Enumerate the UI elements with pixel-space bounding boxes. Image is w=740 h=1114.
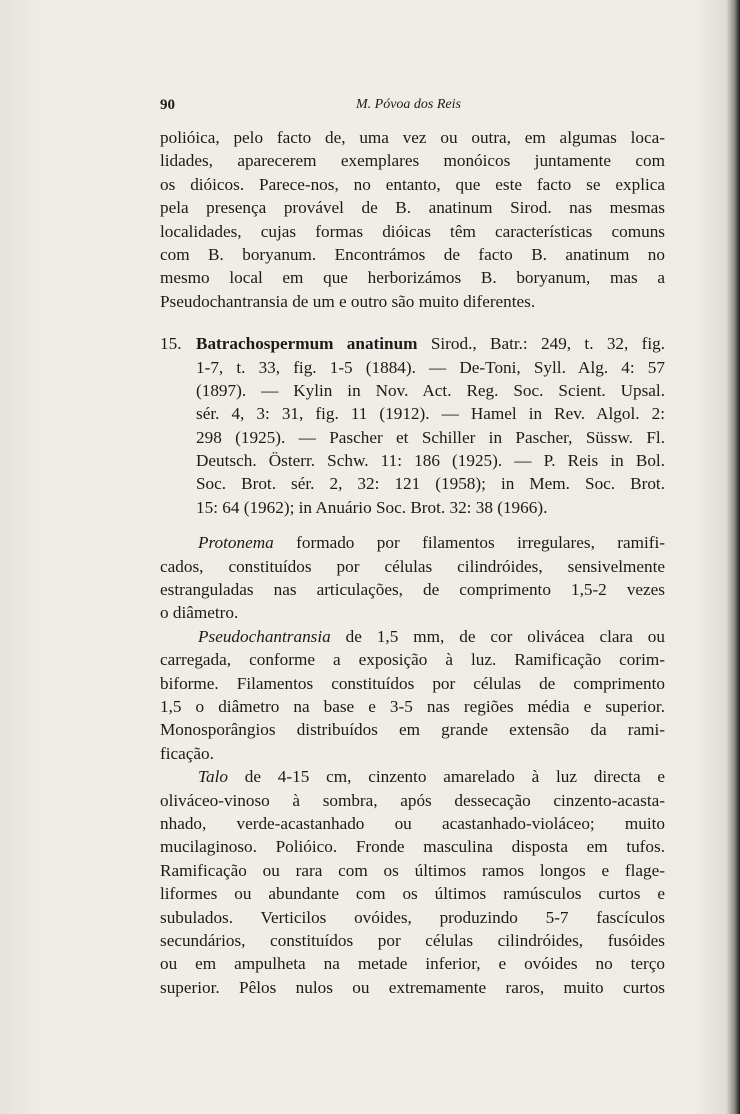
entry-number: 15. bbox=[160, 334, 182, 354]
text-line: 1-7, t. 33, fig. 1-5 (1884). — De-Toni, Syll. Alg. 4: 57 bbox=[196, 357, 665, 377]
text-line: (1897). — Kylin in Nov. Act. Reg. Soc. Scient. Upsal. bbox=[196, 380, 665, 400]
text-line: Pseudochantransia de um e outro são muito diferentes. bbox=[160, 291, 536, 311]
text-line: biforme. Filamentos constituídos por células de comprimento bbox=[160, 673, 665, 693]
text-line: Talo de 4-15 cm, cinzento amarelado à luz directa e bbox=[198, 767, 665, 787]
text-line: cados, constituídos por células cilindróides, sensivelmente bbox=[160, 556, 665, 576]
term-talo: Talo bbox=[198, 767, 228, 787]
text-line: mesmo local em que herborizámos B. boryanum, mas a bbox=[160, 268, 665, 288]
text-line: liformes ou abundante com os últimos ramúsculos curtos e bbox=[160, 884, 665, 904]
running-head bbox=[160, 97, 665, 119]
text-line: ou em ampulheta na metade inferior, e ovóides no terço bbox=[160, 954, 665, 974]
text-line: estranguladas nas articulações, de comprimento 1,5-2 vezes bbox=[160, 580, 665, 600]
species-name: Batrachospermum anatinum bbox=[196, 334, 418, 354]
text-line: 15: 64 (1962); in Anuário Soc. Brot. 32: 38 (1966). bbox=[196, 497, 548, 517]
text-line: secundários, constituídos por células cilindróides, fusóides bbox=[160, 930, 665, 950]
text-line: Pseudochantransia de 1,5 mm, de cor olivácea clara ou bbox=[198, 626, 665, 646]
text-line: Soc. Brot. sér. 2, 32: 121 (1958); in Mem. Soc. Brot. bbox=[196, 474, 665, 494]
text-line: os dióicos. Parece-nos, no entanto, que este facto se explica bbox=[160, 174, 665, 194]
paragraph-protonema bbox=[160, 531, 665, 625]
text-line: Monosporângios distribuídos em grande extensão da rami- bbox=[160, 720, 665, 740]
term-protonema: Protonema bbox=[198, 533, 274, 553]
text-line: Ramificação ou rara com os últimos ramos longos e flage- bbox=[160, 860, 665, 880]
running-title: M. Póvoa dos Reis bbox=[356, 97, 461, 112]
text-line: Protonema formado por filamentos irregulares, ramifi- bbox=[198, 533, 665, 553]
text-line: localidades, cujas formas dióicas têm características comuns bbox=[160, 221, 665, 241]
paragraph-intro bbox=[160, 126, 665, 313]
text-line: carregada, conforme a exposição à luz. Ramificação corim- bbox=[160, 650, 665, 670]
text-line: pela presença provável de B. anatinum Sirod. nas mesmas bbox=[160, 198, 665, 218]
spine-shadow bbox=[726, 0, 740, 1114]
text-line: subulados. Verticilos ovóides, produzindo 5-7 fascículos bbox=[160, 907, 665, 927]
text-line: oliváceo-vinoso à sombra, após dessecação cinzento-acasta- bbox=[160, 790, 665, 810]
text-line: superior. Pêlos nulos ou extremamente raros, muito curtos bbox=[160, 977, 665, 997]
text-line: o diâmetro. bbox=[160, 603, 239, 623]
page-number: 90 bbox=[160, 97, 175, 113]
text-line: com B. boryanum. Encontrámos de facto B. anatinum no bbox=[160, 244, 665, 264]
text-line: lidades, aparecerem exemplares monóicos juntamente com bbox=[160, 151, 665, 171]
entry-citation: Sirod., Batr.: 249, t. 32, fig. bbox=[430, 334, 666, 354]
text-line: Deutsch. Österr. Schw. 11: 186 (1925). — P. Reis in Bol. bbox=[196, 451, 665, 471]
term-pseudochantransia: Pseudochantransia bbox=[198, 626, 331, 646]
text-line: ficação. bbox=[160, 743, 214, 763]
text-line: nhado, verde-acastanhado ou acastanhado-violáceo; muito bbox=[160, 813, 665, 833]
text-line: 298 (1925). — Pascher et Schiller in Pascher, Süssw. Fl. bbox=[196, 427, 665, 447]
entry-first-line bbox=[160, 332, 666, 355]
text-line: polióica, pelo facto de, uma vez ou outra, em algumas loca- bbox=[160, 128, 665, 147]
paragraph-pseudochantransia bbox=[160, 625, 665, 765]
species-entry bbox=[160, 332, 665, 519]
text-line: sér. 4, 3: 31, fig. 11 (1912). — Hamel in Rev. Algol. 2: bbox=[196, 404, 665, 424]
paragraph-talo bbox=[160, 765, 665, 999]
text-line: 1,5 o diâmetro na base e 3-5 nas regiões média e superior. bbox=[160, 696, 665, 716]
body-text bbox=[160, 126, 665, 999]
text-line: mucilaginoso. Polióico. Fronde masculina disposta em tufos. bbox=[160, 837, 665, 857]
